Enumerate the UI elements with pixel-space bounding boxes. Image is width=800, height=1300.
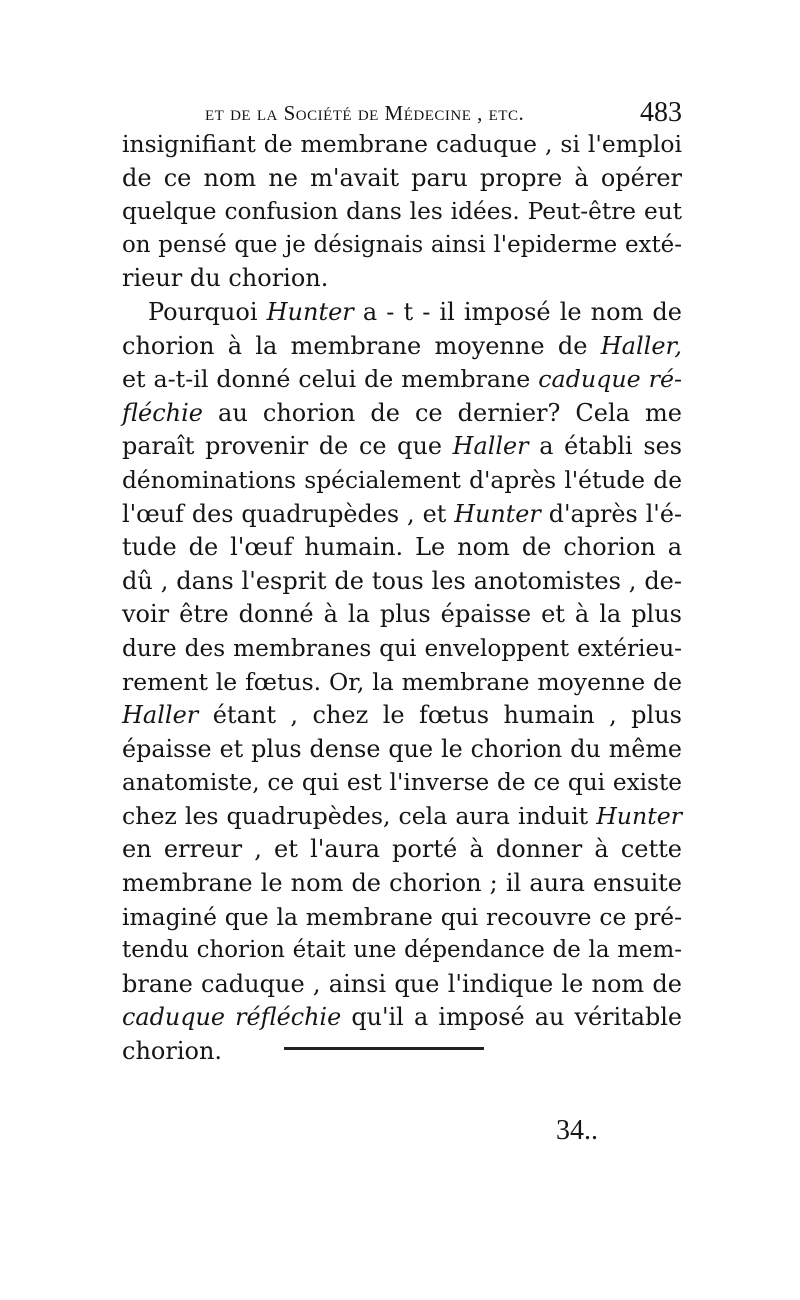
text-span: voir être donné à la plus épaisse et à la plus [122, 600, 682, 629]
page-number: 483 [640, 97, 682, 128]
body-text [122, 128, 682, 1069]
running-title: et de la Société de Médecine , etc. [205, 101, 525, 125]
text-span: d'après l'é- [540, 499, 682, 528]
text-line [122, 128, 682, 162]
text-line [122, 632, 682, 666]
text-line [122, 430, 682, 464]
text-line [122, 968, 682, 1002]
italic-text: caduque ré- [538, 365, 682, 394]
text-line [122, 296, 682, 330]
text-span: de ce nom ne m'avait paru propre à opérer [122, 163, 682, 192]
text-span: Pourquoi [148, 297, 267, 326]
text-span: dure des membranes qui enveloppent extérieu- [122, 634, 682, 662]
text-line [122, 934, 682, 968]
text-span: épaisse et plus dense que le chorion du même [122, 734, 682, 763]
text-line [122, 162, 682, 196]
text-span: brane caduque , ainsi que l'indique le nom de [122, 969, 682, 998]
text-span: en erreur , et l'aura porté à donner à cette [122, 835, 682, 864]
text-line [122, 195, 682, 229]
text-span: qu'il a imposé au véritable [341, 1003, 682, 1032]
text-line [122, 330, 682, 364]
text-span: chorion. [122, 1037, 223, 1066]
text-span: membrane le nom de chorion ; il aura ensuite [122, 869, 682, 898]
text-span: a établi ses [528, 432, 682, 461]
italic-text: Hunter [596, 801, 682, 830]
section-rule [284, 1047, 484, 1050]
italic-text: Haller [452, 432, 529, 461]
italic-text: Hunter [266, 297, 354, 326]
text-line [122, 766, 682, 800]
text-line [122, 262, 682, 296]
text-line [122, 565, 682, 599]
text-line [122, 699, 682, 733]
italic-text: fléchie [122, 398, 203, 427]
text-span: dû , dans l'esprit de tous les anotomistes , de- [122, 566, 682, 595]
italic-text: Haller, [600, 331, 682, 360]
text-span: l'œuf des quadrupèdes , et [122, 499, 455, 528]
text-line [122, 833, 682, 867]
text-span: quelque confusion dans les idées. Peut-être eut [122, 198, 682, 226]
signature-mark: 34.. [556, 1115, 598, 1146]
text-span: chorion à la membrane moyenne de [122, 331, 601, 360]
text-span: dénominations spécialement d'après l'étude de [122, 466, 682, 494]
text-line [122, 464, 682, 498]
text-span: imaginé que la membrane qui recouvre ce pré- [122, 902, 682, 931]
text-span: a - t - il imposé le nom de [353, 297, 682, 326]
text-line [122, 1001, 682, 1035]
text-line [122, 1035, 682, 1069]
text-line [122, 598, 682, 632]
text-line [122, 363, 682, 397]
text-span: chez les quadrupèdes, cela aura induit [122, 801, 597, 830]
text-span: anatomiste, ce qui est l'inverse de ce qui existe [122, 769, 682, 797]
text-line [122, 733, 682, 767]
text-span: au chorion de ce dernier? Cela me [203, 398, 682, 427]
text-span: étant , chez le fœtus humain , plus [198, 701, 682, 730]
text-line [122, 229, 682, 263]
text-span: et a-t-il donné celui de membrane [122, 365, 539, 394]
text-span: rieur du chorion. [122, 264, 329, 293]
italic-text: caduque réfléchie [122, 1003, 342, 1032]
text-line [122, 498, 682, 532]
text-span: on pensé que je désignais ainsi l'epiderme exté- [122, 231, 682, 258]
text-line [122, 901, 682, 935]
text-line [122, 397, 682, 431]
text-line [122, 531, 682, 565]
text-line [122, 666, 682, 700]
text-line [122, 867, 682, 901]
running-head [205, 95, 685, 131]
text-span: paraît provenir de ce que [122, 432, 453, 461]
italic-text: Hunter [454, 499, 541, 528]
text-span: rement le fœtus. Or, la membrane moyenne de [122, 667, 682, 696]
text-span: tendu chorion était une dépendance de la mem- [122, 937, 682, 964]
italic-text: Haller [122, 701, 199, 730]
text-line [122, 800, 682, 834]
text-span: insignifiant de membrane caduque , si l'emploi [122, 130, 682, 158]
text-span: tude de l'œuf humain. Le nom de chorion a [122, 533, 682, 562]
